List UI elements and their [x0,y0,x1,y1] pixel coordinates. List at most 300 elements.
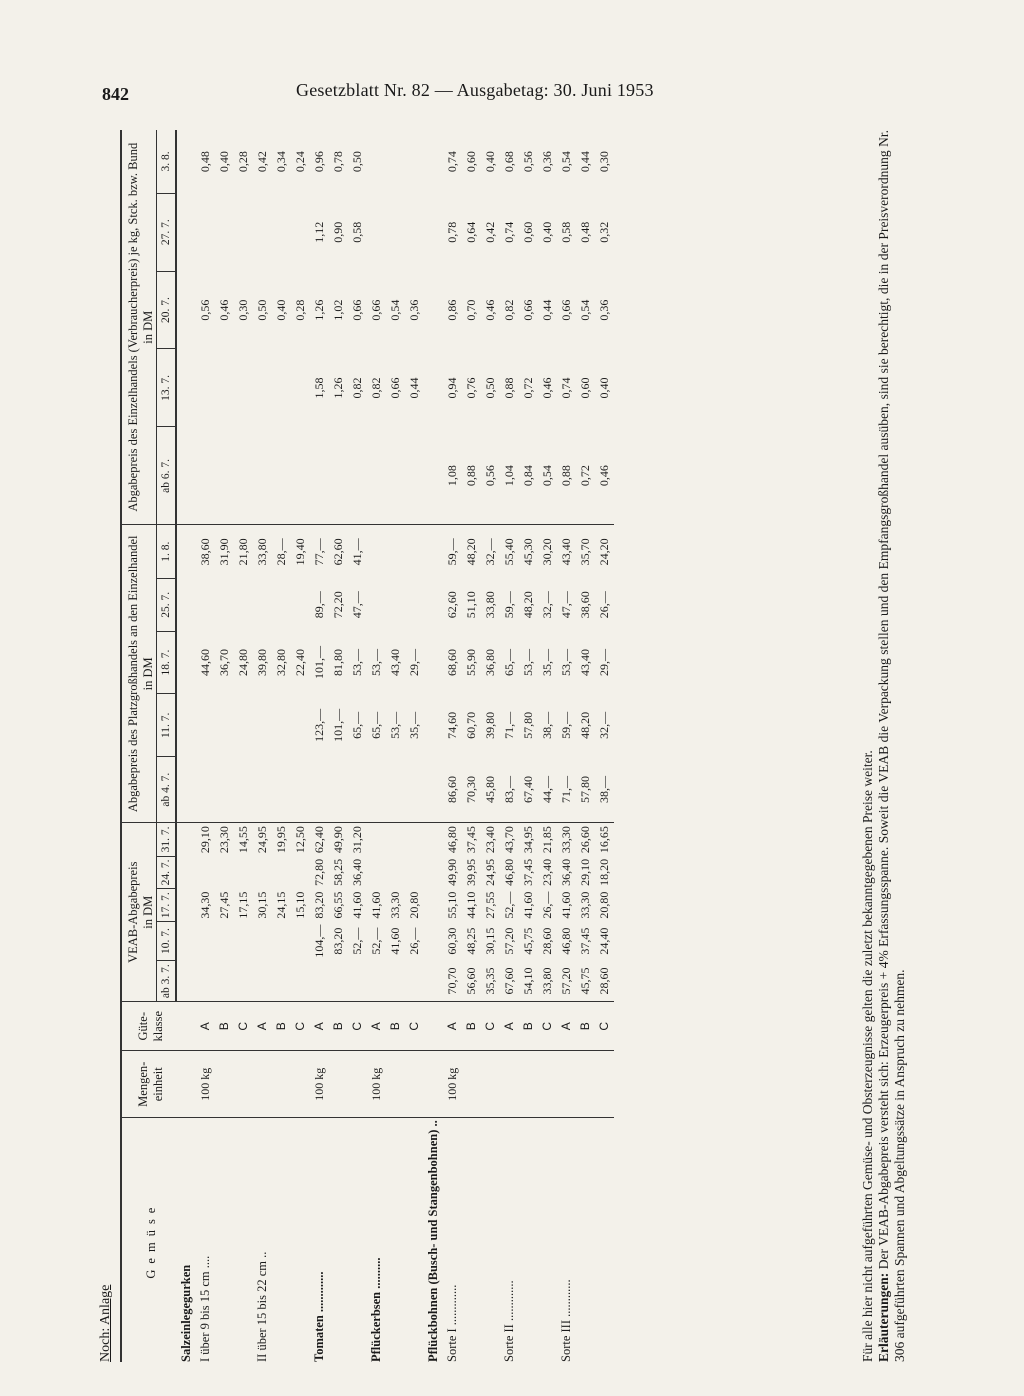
vegetable-name [557,1118,576,1362]
date-veab-2: 17. 7. [157,889,177,922]
price-veab-cell [215,961,234,1002]
price-platz-cell [291,578,310,631]
vegetable-name [253,1118,272,1362]
price-einzel-cell [176,271,196,349]
price-einzel-cell: 0,88 [502,377,516,399]
unit-cell [538,1051,557,1118]
price-veab-cell: 60,30 [445,927,459,955]
quality-class-cell: C [538,1002,557,1051]
price-platz-cell: 32,— [483,538,497,566]
quality-class-cell: A [253,1002,272,1051]
price-einzel-cell [176,130,196,193]
price-veab-cell [367,856,386,889]
price-veab-cell [176,889,196,922]
price-veab-cell: 33,80 [538,961,557,1002]
price-platz-cell [272,757,291,823]
vegetable-name-text: Sorte II ............. [502,1280,516,1362]
price-platz-cell: 59,— [502,591,516,619]
vegetable-name-text: I über 9 bis 15 cm .... [198,1255,212,1362]
price-platz-cell [196,578,215,631]
quality-class-cell: C [291,1002,310,1051]
vegetable-name [538,1118,557,1362]
price-einzel-cell [367,130,386,193]
price-veab-cell: 41,60 [559,891,573,919]
unit-cell [595,1051,614,1118]
unit-cell [462,1051,481,1118]
price-einzel-cell: 0,82 [369,377,383,399]
header-einzel-title: Abgabepreis des Einzelhandels (Verbraucherpreis) je kg, Stck. bzw. Bund [126,142,140,512]
price-einzel-cell: 0,46 [540,377,554,399]
vegetable-name [329,1118,348,1362]
price-platz-cell: 53,— [559,649,573,676]
price-platz-cell: 39,80 [255,649,269,676]
vegetable-name-text: II über 15 bis 22 cm .. [255,1251,269,1362]
price-einzel-cell: 1,04 [500,427,519,525]
price-veab-cell: 20,80 [597,891,611,919]
price-platz-cell: 33,80 [255,538,269,566]
price-einzel-cell [405,427,424,525]
price-platz-cell [424,694,443,757]
price-platz-cell [424,757,443,823]
price-veab-cell [424,961,443,1002]
price-platz-cell [176,694,196,757]
price-veab-cell: 34,95 [521,826,535,854]
vegetable-name [595,1118,614,1362]
price-platz-cell [405,757,424,823]
price-einzel-cell: 0,36 [407,299,421,321]
unit-cell: 100 kg [367,1051,386,1118]
price-platz-cell: 32,— [540,591,554,619]
quality-class-cell: B [386,1002,405,1051]
price-einzel-cell: 0,60 [578,377,592,399]
price-platz-cell [215,578,234,631]
unit-cell [215,1051,234,1118]
vegetable-name [462,1118,481,1362]
quality-class-cell [176,1002,196,1051]
unit-cell [176,1051,196,1118]
vegetable-name [500,1118,519,1362]
quality-class-cell: A [367,1002,386,1051]
price-einzel-cell [367,427,386,525]
price-einzel-cell: 0,74 [445,151,459,173]
price-veab-cell [234,856,253,889]
price-einzel-cell [196,193,215,271]
price-einzel-cell: 0,72 [521,377,535,399]
price-veab-cell: 24,40 [597,927,611,955]
price-platz-cell: 24,80 [236,649,250,676]
vegetable-name [348,1118,367,1362]
price-einzel-cell: 0,54 [559,151,573,173]
price-veab-cell [291,922,310,961]
price-veab-cell [329,961,348,1002]
vegetable-name [386,1118,405,1362]
price-platz-cell: 47,— [559,591,573,619]
unit-cell [386,1051,405,1118]
header-einzel-unit: in DM [141,310,155,344]
price-platz-cell: 30,20 [540,538,554,566]
price-platz-cell: 62,60 [331,538,345,566]
vegetable-name [424,1118,443,1362]
price-platz-cell: 53,— [521,649,535,676]
header-platz [121,525,157,823]
table-row [176,130,196,1362]
price-platz-cell: 29,— [407,649,421,676]
quality-class-cell: C [234,1002,253,1051]
header-einheit: Mengen-einheit [121,1051,176,1118]
price-einzel-cell: 0,46 [217,299,231,321]
price-platz-cell [291,694,310,757]
price-einzel-cell: 0,74 [502,221,516,243]
price-veab-cell [405,856,424,889]
price-einzel-cell: 0,30 [236,299,250,321]
price-platz-cell: 74,60 [445,711,459,739]
price-veab-cell [424,922,443,961]
unit-cell [348,1051,367,1118]
price-platz-cell: 48,20 [521,591,535,619]
price-platz-cell: 53,— [369,649,383,676]
price-einzel-cell [215,427,234,525]
price-einzel-cell: 0,50 [350,151,364,173]
price-platz-cell [234,694,253,757]
table-row [481,130,500,1362]
price-platz-cell [253,578,272,631]
price-platz-cell [176,578,196,631]
quality-class-cell: B [462,1002,481,1051]
price-platz-cell: 26,— [597,591,611,619]
price-platz-cell: 35,— [407,711,421,739]
price-einzel-cell: 0,24 [293,151,307,173]
price-einzel-cell: 0,66 [559,299,573,321]
price-einzel-cell [234,349,253,427]
unit-cell [519,1051,538,1118]
date-veab-3: 24. 7. [157,856,177,889]
unit-cell [253,1051,272,1118]
unit-cell [576,1051,595,1118]
price-veab-cell [272,856,291,889]
price-platz-cell: 38,— [540,711,554,739]
unit-cell [424,1051,443,1118]
price-platz-cell: 72,20 [331,591,345,619]
price-platz-cell [386,525,405,579]
price-platz-cell: 86,60 [443,757,462,823]
unit-cell [500,1051,519,1118]
price-einzel-cell: 0,54 [388,299,402,321]
price-einzel-cell [176,427,196,525]
price-veab-cell: 24,15 [274,891,288,919]
price-veab-cell: 104,— [312,924,326,958]
price-veab-cell [196,922,215,961]
unit-cell [329,1051,348,1118]
vegetable-name-text: Pflückbohnen (Busch- und Stangenbohnen) .. [426,1120,440,1362]
table-row [538,130,557,1362]
price-einzel-cell [272,427,291,525]
price-platz-cell: 36,80 [483,649,497,676]
price-platz-cell: 57,80 [521,711,535,739]
price-veab-cell: 55,10 [445,891,459,919]
price-veab-cell: 15,10 [293,891,307,919]
quality-class-cell: B [576,1002,595,1051]
price-einzel-cell [424,349,443,427]
price-veab-cell: 23,30 [217,826,231,854]
price-veab-cell: 16,65 [597,826,611,854]
price-einzel-cell [424,193,443,271]
price-platz-cell [386,757,405,823]
price-einzel-cell [405,193,424,271]
price-platz-cell: 43,40 [559,538,573,566]
price-einzel-cell: 0,66 [350,299,364,321]
price-veab-cell: 56,60 [462,961,481,1002]
price-platz-cell: 35,— [540,649,554,676]
price-einzel-cell: 0,96 [312,151,326,173]
price-einzel-cell: 0,46 [595,427,614,525]
price-platz-cell [424,578,443,631]
price-einzel-cell: 0,40 [483,151,497,173]
date-veab-4: 31. 7. [157,823,177,856]
price-veab-cell [234,922,253,961]
price-einzel-cell: 0,68 [502,151,516,173]
price-veab-cell: 48,25 [464,927,478,955]
price-veab-cell: 19,95 [274,826,288,854]
vegetable-name [367,1118,386,1362]
price-einzel-cell: 1,12 [312,221,326,243]
table-row [215,130,234,1362]
price-veab-cell: 33,30 [388,891,402,919]
price-einzel-cell: 0,46 [483,299,497,321]
price-platz-cell: 38,60 [198,538,212,566]
header-veab-title: VEAB-Abgabepreis [126,861,140,963]
vegetable-name [272,1118,291,1362]
table-row [291,130,310,1362]
price-platz-cell [367,578,386,631]
vegetable-name [519,1118,538,1362]
price-platz-cell [272,694,291,757]
price-einzel-cell: 0,36 [540,151,554,173]
price-veab-cell: 31,20 [350,826,364,854]
price-veab-cell [176,856,196,889]
price-platz-cell [424,525,443,579]
price-platz-cell [291,757,310,823]
price-veab-cell [234,961,253,1002]
price-veab-cell: 41,60 [521,891,535,919]
price-einzel-cell: 0,72 [576,427,595,525]
price-veab-cell [424,889,443,922]
price-platz-cell [348,757,367,823]
vegetable-name [215,1118,234,1362]
table-row [253,130,272,1362]
price-table [120,130,614,1362]
price-platz-cell: 43,40 [578,649,592,676]
price-veab-cell [348,961,367,1002]
price-veab-cell: 54,10 [519,961,538,1002]
price-veab-cell: 17,15 [236,891,250,919]
price-veab-cell: 12,50 [293,826,307,854]
price-veab-cell [253,922,272,961]
price-platz-cell [253,694,272,757]
price-platz-cell [424,631,443,694]
price-platz-cell: 45,80 [481,757,500,823]
price-platz-cell [405,578,424,631]
price-veab-cell: 37,45 [464,826,478,854]
quality-class-cell: A [500,1002,519,1051]
price-veab-cell: 33,30 [559,826,573,854]
price-platz-cell: 32,— [597,711,611,739]
vegetable-name [405,1118,424,1362]
price-veab-cell [291,961,310,1002]
vegetable-name-text: Sorte I ............. [445,1284,459,1362]
price-einzel-cell: 0,90 [331,221,345,243]
price-platz-cell [196,757,215,823]
header-platz-unit: in DM [141,657,155,691]
table-row [367,130,386,1362]
price-einzel-cell [386,130,405,193]
quality-class-cell [424,1002,443,1051]
price-veab-cell: 57,20 [557,961,576,1002]
vegetable-name-text: Tomaten ............. [312,1271,326,1362]
price-einzel-cell: 0,28 [293,299,307,321]
price-platz-cell: 68,60 [445,649,459,676]
price-einzel-cell [291,427,310,525]
price-einzel-cell [253,349,272,427]
quality-class-cell: A [443,1002,462,1051]
price-veab-cell: 41,60 [350,891,364,919]
price-platz-cell [176,757,196,823]
price-platz-cell [272,578,291,631]
table-row [310,130,329,1362]
price-platz-cell [367,525,386,579]
date-einzel-2: 20. 7. [157,271,177,349]
price-veab-cell: 45,75 [521,927,535,955]
vegetable-name [291,1118,310,1362]
price-einzel-cell: 0,76 [464,377,478,399]
price-einzel-cell: 0,88 [462,427,481,525]
price-veab-cell: 26,60 [578,826,592,854]
price-veab-cell: 83,20 [312,891,326,919]
price-einzel-cell: 0,70 [464,299,478,321]
price-veab-cell: 28,60 [595,961,614,1002]
price-veab-cell: 45,75 [576,961,595,1002]
table-row [196,130,215,1362]
table-row [595,130,614,1362]
price-einzel-cell [196,349,215,427]
price-platz-cell: 38,— [595,757,614,823]
price-veab-cell: 29,10 [578,858,592,886]
price-platz-cell: 28,— [274,538,288,566]
vegetable-name-text: Pflückerbsen .......... [369,1257,383,1362]
price-einzel-cell: 0,42 [483,221,497,243]
price-veab-cell: 46,80 [502,858,516,886]
table-row [405,130,424,1362]
price-platz-cell: 51,10 [464,591,478,619]
price-einzel-cell: 0,56 [481,427,500,525]
price-veab-cell: 83,20 [331,927,345,955]
price-platz-cell: 123,— [312,708,326,742]
price-veab-cell: 27,55 [483,891,497,919]
unit-cell [405,1051,424,1118]
price-platz-cell [176,525,196,579]
price-veab-cell: 20,80 [407,891,421,919]
price-veab-cell: 24,95 [255,826,269,854]
price-platz-cell: 24,20 [597,538,611,566]
price-veab-cell: 44,10 [464,891,478,919]
unit-cell: 100 kg [443,1051,462,1118]
price-veab-cell: 34,30 [198,891,212,919]
price-veab-cell: 23,40 [483,826,497,854]
price-veab-cell [272,961,291,1002]
price-einzel-cell [253,427,272,525]
price-platz-cell: 65,— [369,711,383,739]
price-platz-cell [215,757,234,823]
header-veab-unit: in DM [141,895,155,929]
price-platz-cell: 21,80 [236,538,250,566]
price-veab-cell [424,823,443,856]
date-einzel-1: 13. 7. [157,349,177,427]
price-einzel-cell: 0,36 [597,299,611,321]
footnote-explanation-text: Der VEAB-Abgabepreis versteht sich: Erzeugerpreis + 4% Erfassungsspanne. Soweit die VEAB die Verpackung stellen und den Empfangsgroßhandel ausüben, sind sie berechtigt, die in der Preisverordnung Nr. 306 aufgeführten Spannen und Abgeltungssätze in Anspruch zu nehmen. [876,129,907,1362]
price-platz-cell [215,694,234,757]
price-platz-cell: 35,70 [578,538,592,566]
price-einzel-cell: 1,26 [331,377,345,399]
price-einzel-cell [234,427,253,525]
price-veab-cell: 70,70 [443,961,462,1002]
price-einzel-cell: 0,44 [540,299,554,321]
price-veab-cell [386,823,405,856]
price-veab-cell [196,961,215,1002]
price-einzel-cell: 0,56 [521,151,535,173]
price-platz-cell: 65,— [502,649,516,676]
vegetable-name [234,1118,253,1362]
price-einzel-cell: 0,34 [274,151,288,173]
price-veab-cell [291,856,310,889]
price-platz-cell [405,525,424,579]
price-einzel-cell: 1,08 [443,427,462,525]
price-platz-cell: 29,— [597,649,611,676]
price-veab-cell: 37,45 [578,927,592,955]
price-veab-cell: 41,60 [369,891,383,919]
price-platz-cell: 101,— [331,708,345,742]
quality-class-cell: C [348,1002,367,1051]
table-row [329,130,348,1362]
price-veab-cell: 35,35 [481,961,500,1002]
unit-cell: 100 kg [196,1051,215,1118]
date-veab-0: ab 3. 7. [157,961,177,1002]
price-veab-cell [253,856,272,889]
price-platz-cell: 60,70 [464,711,478,739]
date-einzel-4: 3. 8. [157,130,177,193]
price-einzel-cell [234,193,253,271]
price-einzel-cell: 1,58 [312,377,326,399]
header-klasse: Güte-klasse [121,1002,176,1051]
price-veab-cell [405,823,424,856]
price-veab-cell [367,961,386,1002]
price-platz-cell: 44,60 [198,649,212,676]
unit-cell [291,1051,310,1118]
table-row [443,130,462,1362]
price-veab-cell [310,961,329,1002]
price-platz-cell: 81,80 [331,649,345,676]
price-platz-cell: 67,40 [519,757,538,823]
date-einzel-3: 27. 7. [157,193,177,271]
header-veab [121,823,157,1002]
price-veab-cell: 21,85 [540,826,554,854]
price-veab-cell [386,856,405,889]
unit-cell [234,1051,253,1118]
price-veab-cell: 14,55 [236,826,250,854]
date-platz-0: ab 4. 7. [157,757,177,823]
price-einzel-cell: 0,82 [350,377,364,399]
price-einzel-cell: 0,58 [350,221,364,243]
price-einzel-cell [196,427,215,525]
price-veab-cell: 49,90 [331,826,345,854]
